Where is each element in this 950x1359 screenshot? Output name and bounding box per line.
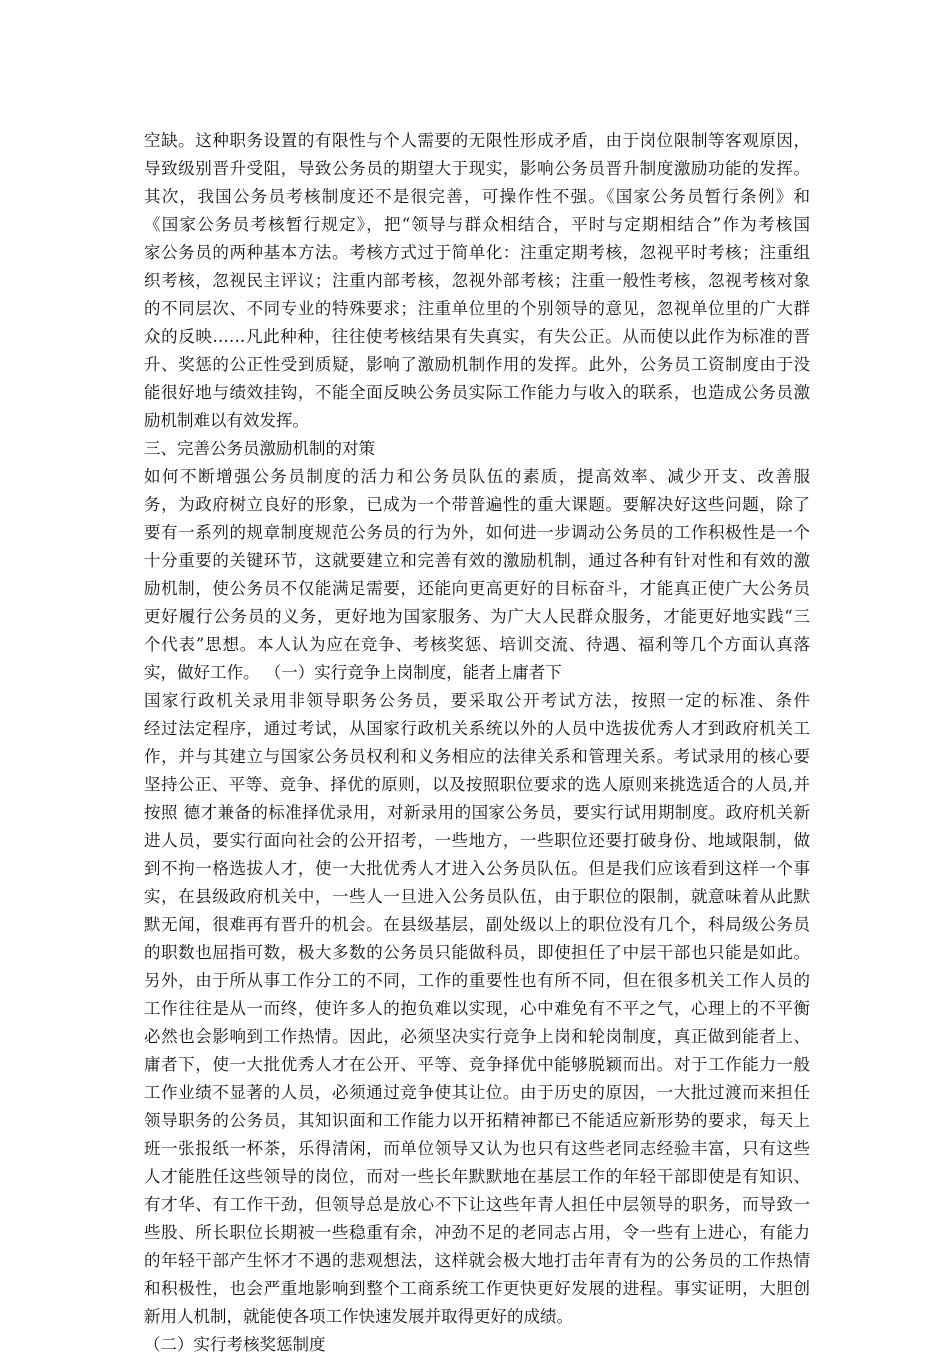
text-line: 默无闻，很难再有晋升的机会。在县级基层，副处级以上的职位没有几个，科局级公务员 (144, 915, 810, 934)
text-line: 坚持公正、平等、竞争、择优的原则，以及按照职位要求的选人原则来挑选适合的人员,并 (144, 775, 810, 794)
text-line: 按照 德才兼备的标准择优录用，对新录用的国家公务员，要实行试用期制度。政府机关新 (144, 803, 810, 822)
text-line: 国家行政机关录用非领导职务公务员，要采取公开考试方法，按照一定的标准、条件 (144, 691, 810, 710)
text-line: 众的反映……凡此种种，往往使考核结果有失真实，有失公正。从而使以此作为标准的晋 (144, 327, 810, 346)
text-line: 有才华、有工作干劲，但领导总是放心不下让这些年青人担任中层领导的职务，而导致一 (144, 1195, 810, 1214)
text-line: 工作业绩不显著的人员，必须通过竞争使其让位。由于历史的原因，一大批过渡而来担任 (144, 1083, 810, 1102)
text-line: 和积极性，也会严重地影响到整个工商系统工作更快更好发展的进程。事实证明，大胆创 (144, 1279, 810, 1298)
text-line: 到不拘一格选拔人才，使一大批优秀人才进入公务员队伍。但是我们应该看到这样一个事 (144, 859, 810, 878)
text-line: 经过法定程序，通过考试，从国家行政机关系统以外的人员中选拔优秀人才到政府机关工 (144, 719, 810, 738)
section-heading: 三、完善公务员激励机制的对策 (144, 439, 375, 458)
subsection-heading: （二）实行考核奖惩制度 (144, 1335, 326, 1354)
text-line: 的不同层次、不同专业的特殊要求；注重单位里的个别领导的意见，忽视单位里的广大群 (144, 299, 810, 318)
text-line: 班一张报纸一杯茶，乐得清闲，而单位领导又认为也只有这些老同志经验丰富，只有这些 (144, 1139, 810, 1158)
text-line: 些股、所长职位长期被一些稳重有余，冲劲不足的老同志占用，令一些有上进心，有能力 (144, 1223, 810, 1242)
text-line: 如何不断增强公务员制度的活力和公务员队伍的素质，提高效率、减少开支、改善服 (144, 467, 810, 486)
text-line: 领导职务的公务员，其知识面和工作能力以开拓精神都已不能适应新形势的要求，每天上 (144, 1111, 810, 1130)
text-line: 实，在县级政府机关中，一些人一旦进入公务员队伍，由于职位的限制，就意味着从此默 (144, 887, 810, 906)
text-line: 家公务员的两种基本方法。考核方式过于简单化：注重定期考核，忽视平时考核；注重组 (144, 243, 810, 262)
text-line: 《国家公务员考核暂行规定》，把“领导与群众相结合，平时与定期相结合”作为考核国 (144, 215, 810, 234)
text-line: 要有一系列的规章制度规范公务员的行为外，如何进一步调动公务员的工作积极性是一个 (144, 523, 810, 542)
text-line: 另外，由于所从事工作分工的不同，工作的重要性也有所不同，但在很多机关工作人员的 (144, 971, 810, 990)
text-line: 励机制难以有效发挥。 (144, 411, 309, 430)
text-line: 工作往往是从一而终，使许多人的抱负难以实现，心中难免有不平之气，心理上的不平衡 (144, 999, 810, 1018)
text-line: 升、奖惩的公正性受到质疑，影响了激励机制作用的发挥。此外，公务员工资制度由于没 (144, 355, 810, 374)
text-line: 织考核，忽视民主评议；注重内部考核，忽视外部考核；注重一般性考核，忽视考核对象 (144, 271, 810, 290)
text-line: 必然也会影响到工作热情。因此，必须坚决实行竞争上岗和轮岗制度，真正做到能者上、 (144, 1027, 810, 1046)
text-line: 新用人机制，就能使各项工作快速发展并取得更好的成绩。 (144, 1307, 573, 1326)
text-line: 作，并与其建立与国家公务员权利和义务相应的法律关系和管理关系。考试录用的核心要 (144, 747, 810, 766)
text-line: 进人员，要实行面向社会的公开招考，一些地方，一些职位还要打破身份、地域限制，做 (144, 831, 810, 850)
text-line: 务，为政府树立良好的形象，已成为一个带普遍性的重大课题。要解决好这些问题，除了 (144, 495, 810, 514)
text-line: 导致级别晋升受阻，导致公务员的期望大于现实，影响公务员晋升制度激励功能的发挥。 (144, 159, 810, 178)
text-line: 实，做好工作。 （一）实行竞争上岗制度，能者上庸者下 (144, 663, 562, 682)
text-line: 空缺。这种职务设置的有限性与个人需要的无限性形成矛盾，由于岗位限制等客观原因， (144, 131, 810, 150)
text-line: 人才能胜任这些领导的岗位，而对一些长年默默地在基层工作的年轻干部即使是有知识、 (144, 1167, 810, 1186)
text-line: 的职数也屈指可数，极大多数的公务员只能做科员，即使担任了中层干部也只能是如此。 (144, 943, 810, 962)
text-line: 个代表”思想。本人认为应在竞争、考核奖惩、培训交流、待遇、福利等几个方面认真落 (144, 635, 810, 654)
text-line: 十分重要的关键环节，这就要建立和完善有效的激励机制，通过各种有针对性和有效的激 (144, 551, 810, 570)
text-line: 更好履行公务员的义务，更好地为国家服务、为广大人民群众服务，才能更好地实践“三 (144, 607, 810, 626)
text-line: 励机制，使公务员不仅能满足需要，还能向更高更好的目标奋斗，才能真正使广大公务员 (144, 579, 810, 598)
text-line: 的年轻干部产生怀才不遇的悲观想法，这样就会极大地打击年青有为的公务员的工作热情 (144, 1251, 810, 1270)
text-line: 庸者下，使一大批优秀人才在公开、平等、竞争择优中能够脱颖而出。对于工作能力一般 (144, 1055, 810, 1074)
text-line: 能很好地与绩效挂钩，不能全面反映公务员实际工作能力与收入的联系，也造成公务员激 (144, 383, 810, 402)
text-line: 其次，我国公务员考核制度还不是很完善，可操作性不强。《国家公务员暂行条例》和 (144, 187, 810, 206)
